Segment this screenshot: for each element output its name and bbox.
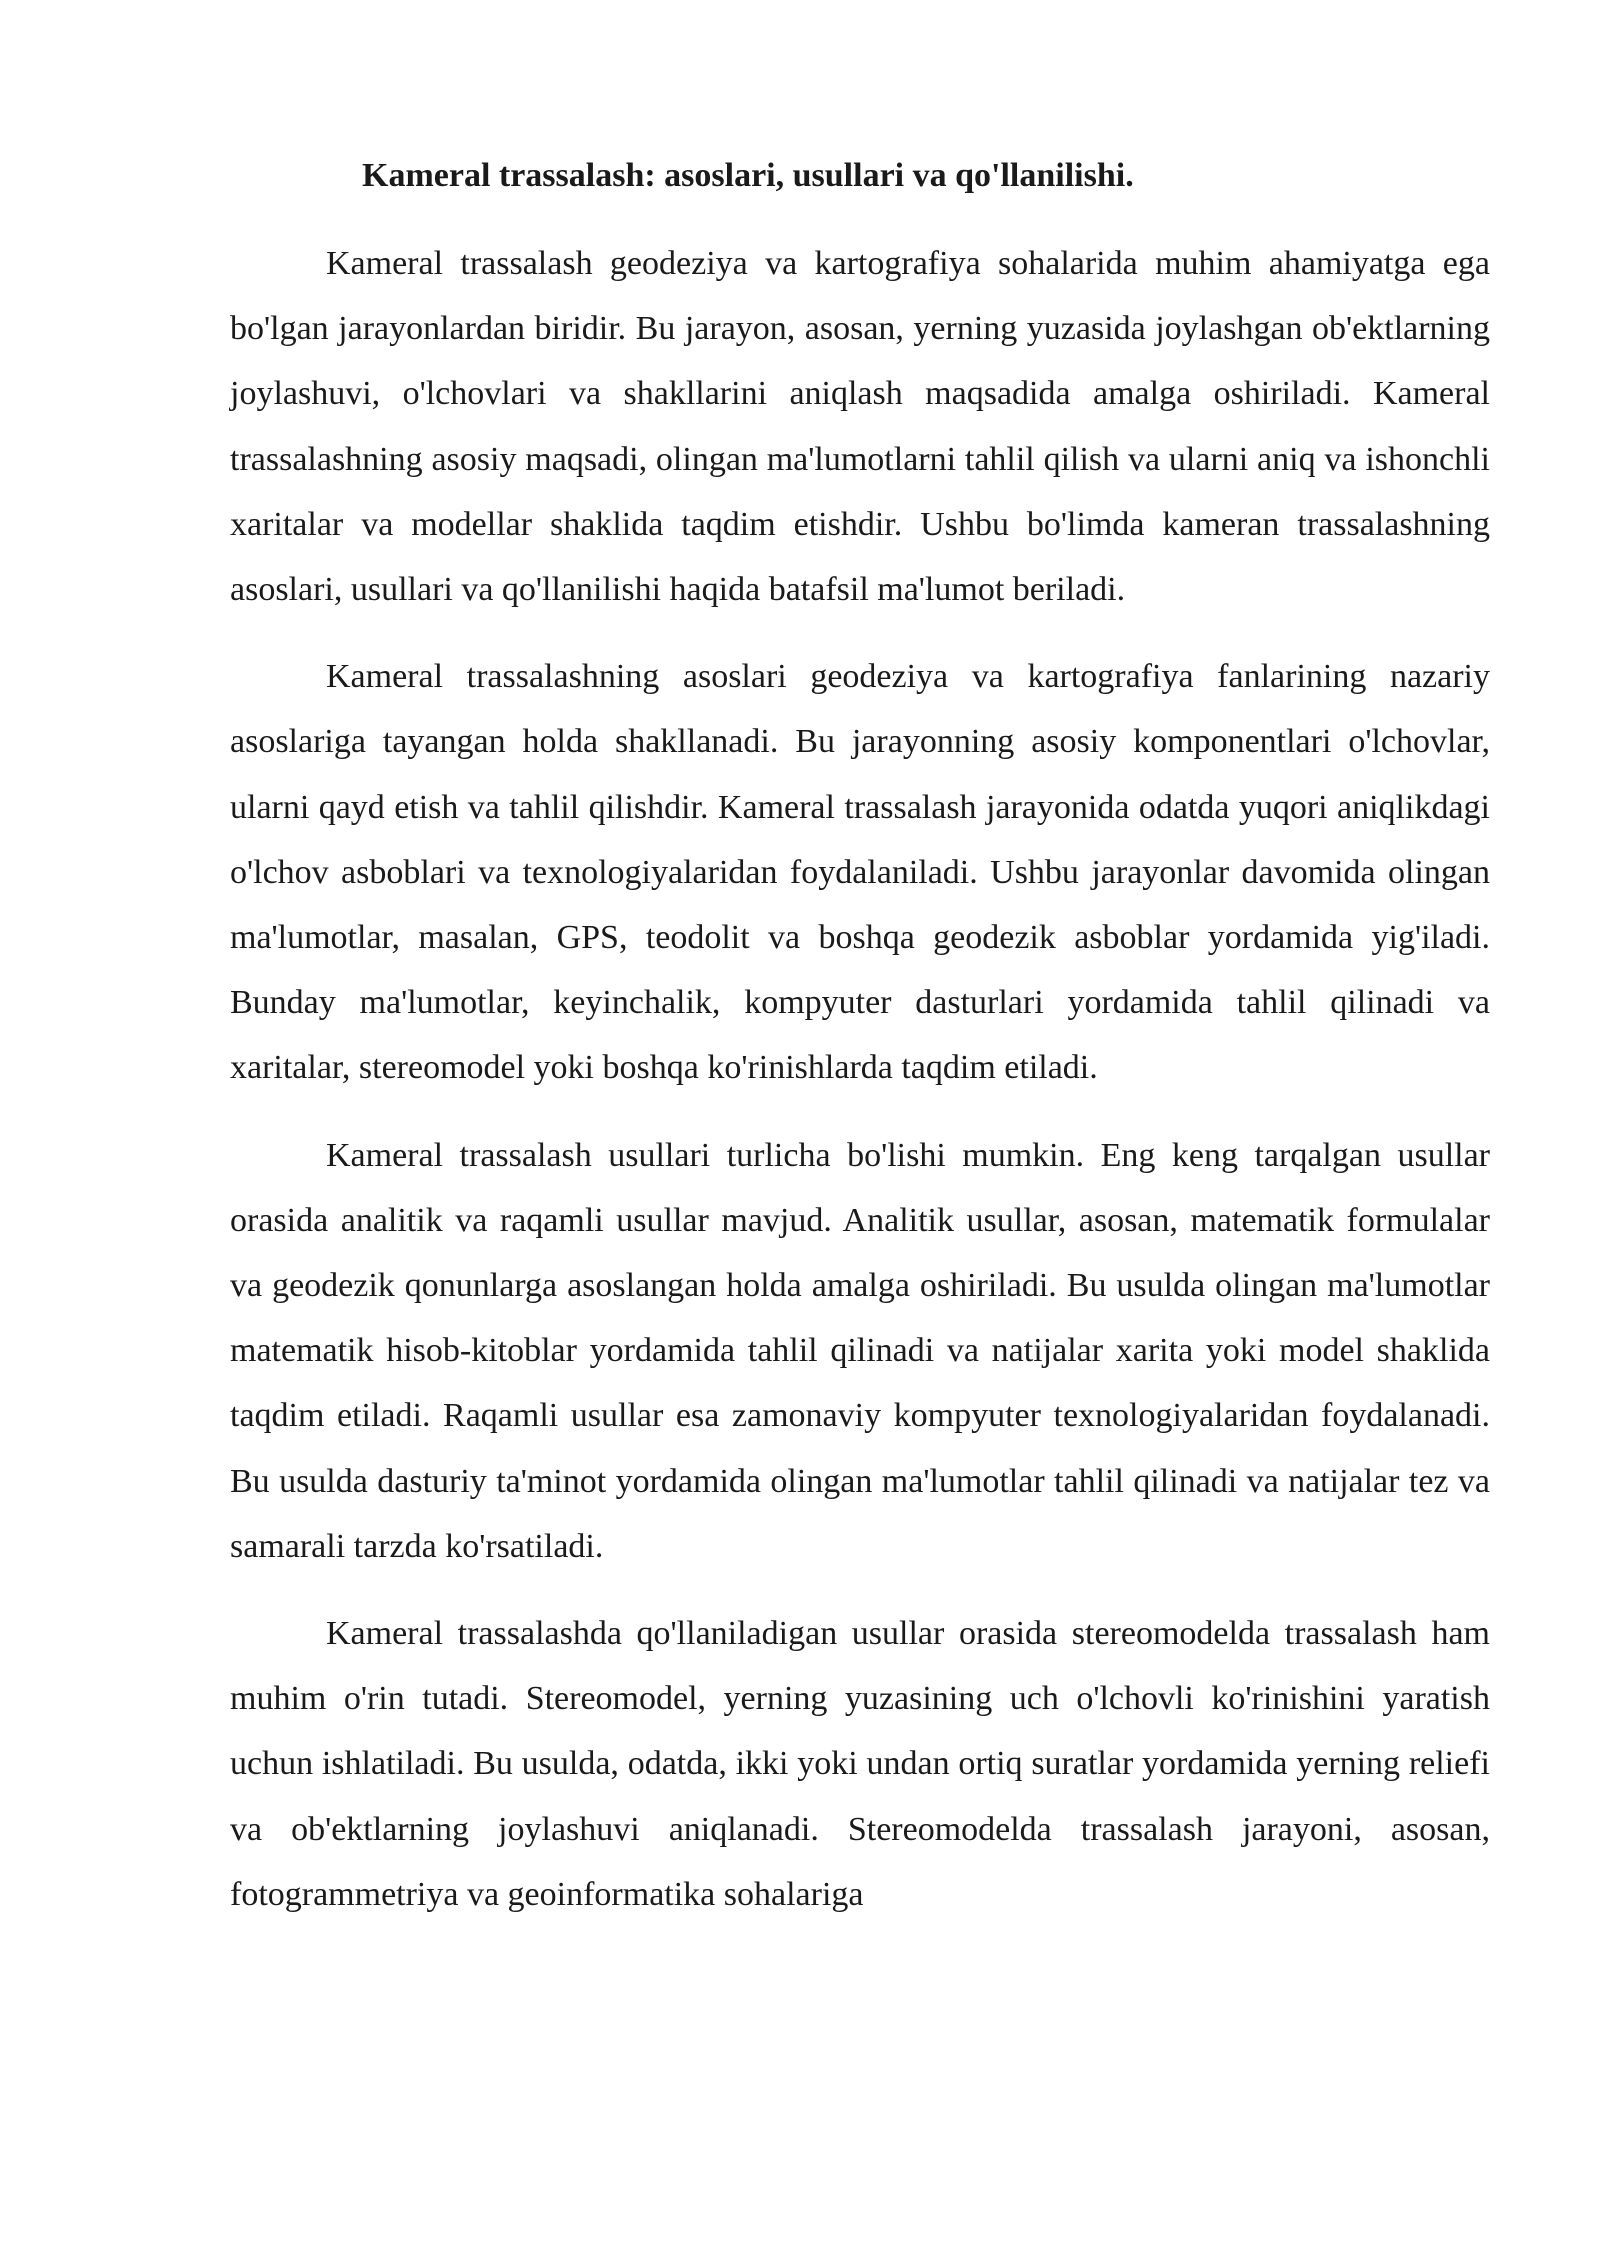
paragraph-3: Kameral trassalash usullari turlicha bo'lishi mumkin. Eng keng tarqalgan usullar orasida analitik va raqamli usullar mavjud. Analitik usullar, asosan, matematik formulalar va geodezik qonunlarga asoslangan holda amalga oshiriladi. Bu usulda olingan ma'lumotlar matematik hisob-kitoblar yordamida tahlil qilinadi va natijalar xarita yoki model shaklida taqdim etiladi. Raqamli usullar esa zamonaviy kompyuter texnologiyalaridan foydalanadi. Bu usulda dasturiy ta'minot yordamida olingan ma'lumotlar tahlil qilinadi va natijalar tez va samarali tarzda ko'rsatiladi. bbox=[230, 1136, 1490, 1565]
document-body bbox=[230, 231, 1490, 1949]
paragraph-4: Kameral trassalashda qo'llaniladigan usullar orasida stereomodelda trassalash ham muhim o'rin tutadi. Stereomodel, yerning yuzasining uch o'lchovli ko'rinishini yaratish uchun ishlatiladi. Bu usulda, odatda, ikki yoki undan ortiq suratlar yordamida yerning reliefi va ob'ektlarning joylashuvi aniqlanadi. Stereomodelda trassalash jarayoni, asosan, fotogrammetriya va geoinformatika sohalariga bbox=[230, 1615, 1490, 1913]
paragraph-1: Kameral trassalash geodeziya va kartografiya sohalarida muhim ahamiyatga ega bo'lgan jarayonlardan biridir. Bu jarayon, asosan, yerning yuzasida joylashgan ob'ektlarning joylashuvi, o'lchovlari va shakllarini aniqlash maqsadida amalga oshiriladi. Kameral trassalashning asosiy maqsadi, olingan ma'lumotlarni tahlil qilish va ularni aniq va ishonchli xaritalar va modellar shaklida taqdim etishdir. Ushbu bo'limda kameran trassalashning asoslari, usullari va qo'llanilishi haqida batafsil ma'lumot beriladi. bbox=[230, 245, 1490, 609]
document-title: Kameral trassalash: asoslari, usullari va qo'llanilishi. bbox=[362, 157, 1134, 194]
paragraph-2: Kameral trassalashning asoslari geodeziya va kartografiya fanlarining nazariy asoslariga tayangan holda shakllanadi. Bu jarayonning asosiy komponentlari o'lchovlar, ularni qayd etish va tahlil qilishdir. Kameral trassalash jarayonida odatda yuqori aniqlikdagi o'lchov asboblari va texnologiyalaridan foydalaniladi. Ushbu jarayonlar davomida olingan ma'lumotlar, masalan, GPS, teodolit va boshqa geodezik asboblar yordamida yig'iladi. Bunday ma'lumotlar, keyinchalik, kompyuter dasturlari yordamida tahlil qilinadi va xaritalar, stereomodel yoki boshqa ko'rinishlarda taqdim etiladi. bbox=[230, 658, 1490, 1087]
